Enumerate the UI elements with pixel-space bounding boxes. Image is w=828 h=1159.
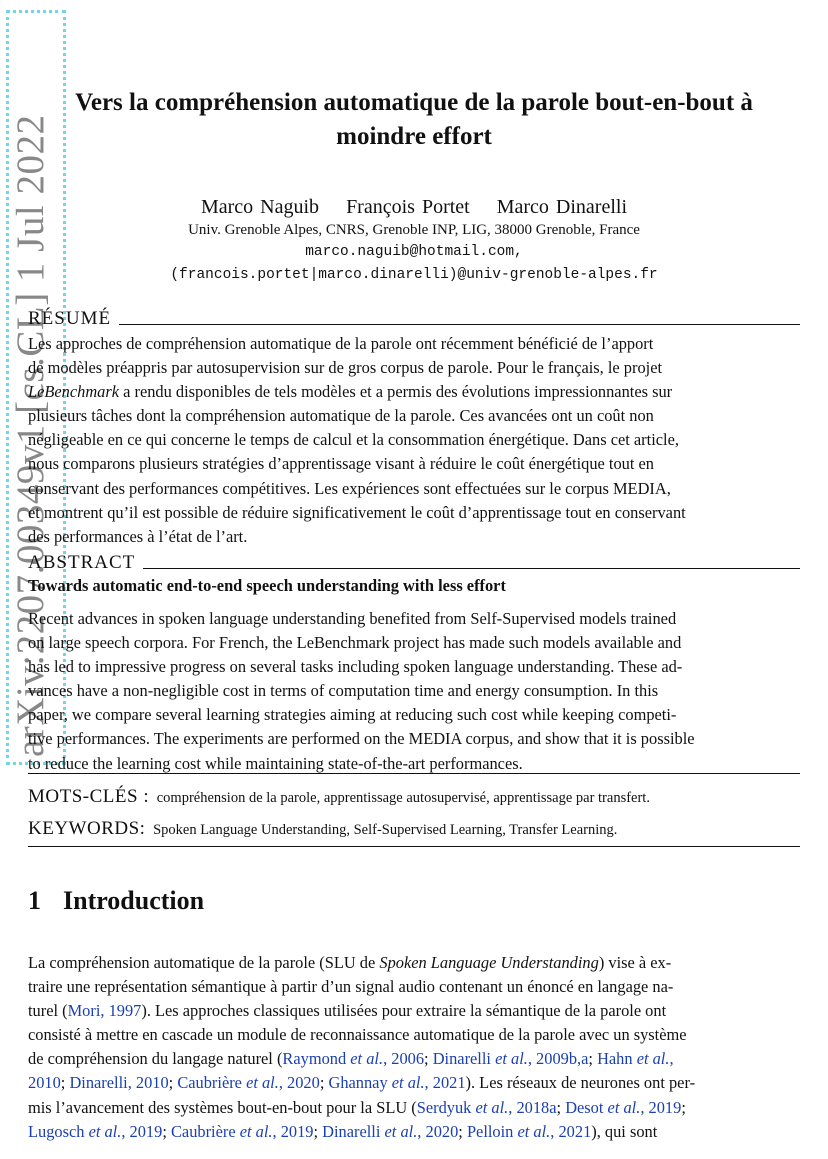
keywords-row	[28, 818, 800, 840]
keywords-label: KEYWORDS:	[28, 818, 146, 839]
resume-label: RÉSUMÉ	[28, 308, 112, 329]
resume-line: nous comparons plusieurs stratégies d’apprentissage visant à réduire le coût énergétique tout en	[28, 454, 654, 474]
resume-line	[28, 380, 800, 404]
citation-link[interactable]: Hahn et al.,	[597, 1049, 674, 1069]
citation-link[interactable]: Raymond et al., 2006	[282, 1049, 425, 1069]
abstract-line: vances have a non-negligible cost in terms of computation time and energy consumption. In this	[28, 681, 659, 701]
title-line-1: Vers la compréhension automatique de la parole bout-en-bout à	[75, 89, 753, 116]
keywords-bottom-rule	[28, 846, 800, 847]
intro-line: Lugosch et al., 2019; Caubrière et al., 2019; Dinarelli et al., 2020; Pelloin et al., 2021), qui sont	[28, 1121, 658, 1141]
resume-line-rest: a rendu disponibles de tels modèles et a permis des évolutions impressionnantes sur	[119, 382, 673, 402]
intro-line: consisté à mettre en cascade un module de reconnaissance automatique de la parole avec un système	[28, 1025, 687, 1045]
resume-line: Les approches de compréhension automatique de la parole ont récemment bénéficié de l’apport	[28, 334, 654, 353]
citation-link[interactable]: Serdyuk et al., 2018a	[416, 1097, 557, 1117]
citation-link[interactable]: Ghannay et al., 2021	[328, 1073, 466, 1093]
intro-line: mis l’avancement des systèmes bout-en-bout pour la SLU (Serdyuk et al., 2018a; Desot et al., 2019;	[28, 1097, 686, 1117]
intro-line: turel (Mori, 1997). Les approches classiques utilisées pour extraire la sémantique de la parole ont	[28, 1001, 667, 1021]
heading-rule	[143, 568, 800, 569]
resume-line: plusieurs tâches dont la compréhension automatique de la parole. Ces avancées ont un coût non	[28, 406, 654, 426]
motscles-label: MOTS-CLÉS :	[28, 786, 150, 807]
abstract-label: ABSTRACT	[28, 552, 136, 573]
lebenchmark-italic: LeBenchmark	[28, 382, 120, 402]
intro-paragraph	[28, 951, 800, 1144]
title-line-2: moindre effort	[336, 123, 492, 150]
intro-line: traire une représentation sémantique à partir d’un signal audio contenant un énoncé en langage na-	[28, 977, 674, 997]
author-names	[0, 196, 828, 219]
resume-line: négligeable en ce qui concerne le temps de calcul et la consommation énergétique. Dans cet article,	[28, 430, 679, 450]
citation-link[interactable]: Caubrière et al., 2019	[170, 1121, 314, 1141]
abstract-line: Recent advances in spoken language understanding benefited from Self-Supervised models trained	[28, 609, 677, 628]
abstract-line: has led to impressive progress on several tasks including spoken language understanding. These ad-	[28, 657, 683, 677]
section-heading-introduction	[28, 886, 204, 916]
email-1: marco.naguib@hotmail.com,	[305, 244, 523, 260]
motscles-row	[28, 786, 800, 808]
abstract-line: paper, we compare several learning strategies aiming at reducing such cost while keeping competi-	[28, 705, 677, 725]
resume-line: des performances à l’état de l’art.	[28, 526, 248, 546]
motscles-text: compréhension de la parole, apprentissage autosupervisé, apprentissage par transfert.	[156, 790, 650, 806]
abstract-paragraph	[28, 607, 800, 776]
abstract-line: tive performances. The experiments are performed on the MEDIA corpus, and show that it is possible	[28, 729, 695, 749]
citation-link[interactable]: Pelloin et al., 2021	[466, 1121, 592, 1141]
abstract-line: on large speech corpora. For French, the LeBenchmark project has made such models available and	[28, 633, 682, 653]
intro-line: 2010; Dinarelli, 2010; Caubrière et al., 2020; Ghannay et al., 2021). Les réseaux de neurones ont per-	[28, 1073, 696, 1093]
keywords-top-rule	[28, 773, 800, 774]
resume-line: et montrent qu’il est possible de réduire significativement le coût d’apprentissage tout en conservant	[28, 502, 686, 522]
email-2: (francois.portet|marco.dinarelli)@univ-grenoble-alpes.fr	[170, 267, 658, 283]
abstract-line: to reduce the learning cost while maintaining state-of-the-art performances.	[28, 753, 523, 773]
citation-link[interactable]: Caubrière et al., 2020	[177, 1073, 320, 1093]
citation-link[interactable]: Dinarelli, 2010	[69, 1073, 169, 1093]
abstract-title: Towards automatic end-to-end speech understanding with less effort	[28, 576, 506, 595]
citation-link[interactable]: Dinarelli et al., 2020	[322, 1121, 459, 1141]
citation-link[interactable]: Lugosch et al., 2019	[28, 1121, 163, 1141]
resume-heading	[28, 309, 800, 329]
intro-line: de compréhension du langage naturel (Raymond et al., 2006; Dinarelli et al., 2009b,a; Hahn et al.,	[28, 1049, 674, 1069]
author-3: Marco Dinarelli	[496, 196, 627, 218]
resume-paragraph	[28, 332, 800, 549]
author-block	[0, 196, 828, 285]
citation-link[interactable]: Desot et al., 2019	[565, 1097, 682, 1117]
affiliation: Univ. Grenoble Alpes, CNRS, Grenoble INP, LIG, 38000 Grenoble, France	[188, 222, 640, 238]
author-1: Marco Naguib	[200, 196, 320, 218]
abstract-heading	[28, 553, 800, 573]
section-number: 1	[28, 886, 41, 915]
resume-line: conservant des performances compétitives. Les expériences sont effectuées sur le corpus MEDIA,	[28, 478, 671, 498]
keywords-text: Spoken Language Understanding, Self-Supervised Learning, Transfer Learning.	[153, 822, 618, 838]
section-title: Introduction	[63, 886, 205, 915]
intro-line: La compréhension automatique de la parole (SLU de Spoken Language Understanding) vise à ex-	[28, 953, 672, 972]
arxiv-stamp: arXiv:2207.00349v1 [cs.CL] 1 Jul 2022	[9, 114, 52, 757]
resume-line: de modèles préappris par autosupervision sur de gros corpus de parole. Pour le français, le projet	[28, 358, 663, 378]
citation-link[interactable]: Dinarelli et al., 2009b,a	[432, 1049, 589, 1069]
citation-link[interactable]: 2010	[28, 1073, 61, 1093]
paper-title	[30, 86, 798, 154]
author-2: François Portet	[346, 196, 470, 218]
heading-rule	[119, 324, 800, 325]
citation-link[interactable]: Mori, 1997	[67, 1001, 142, 1021]
